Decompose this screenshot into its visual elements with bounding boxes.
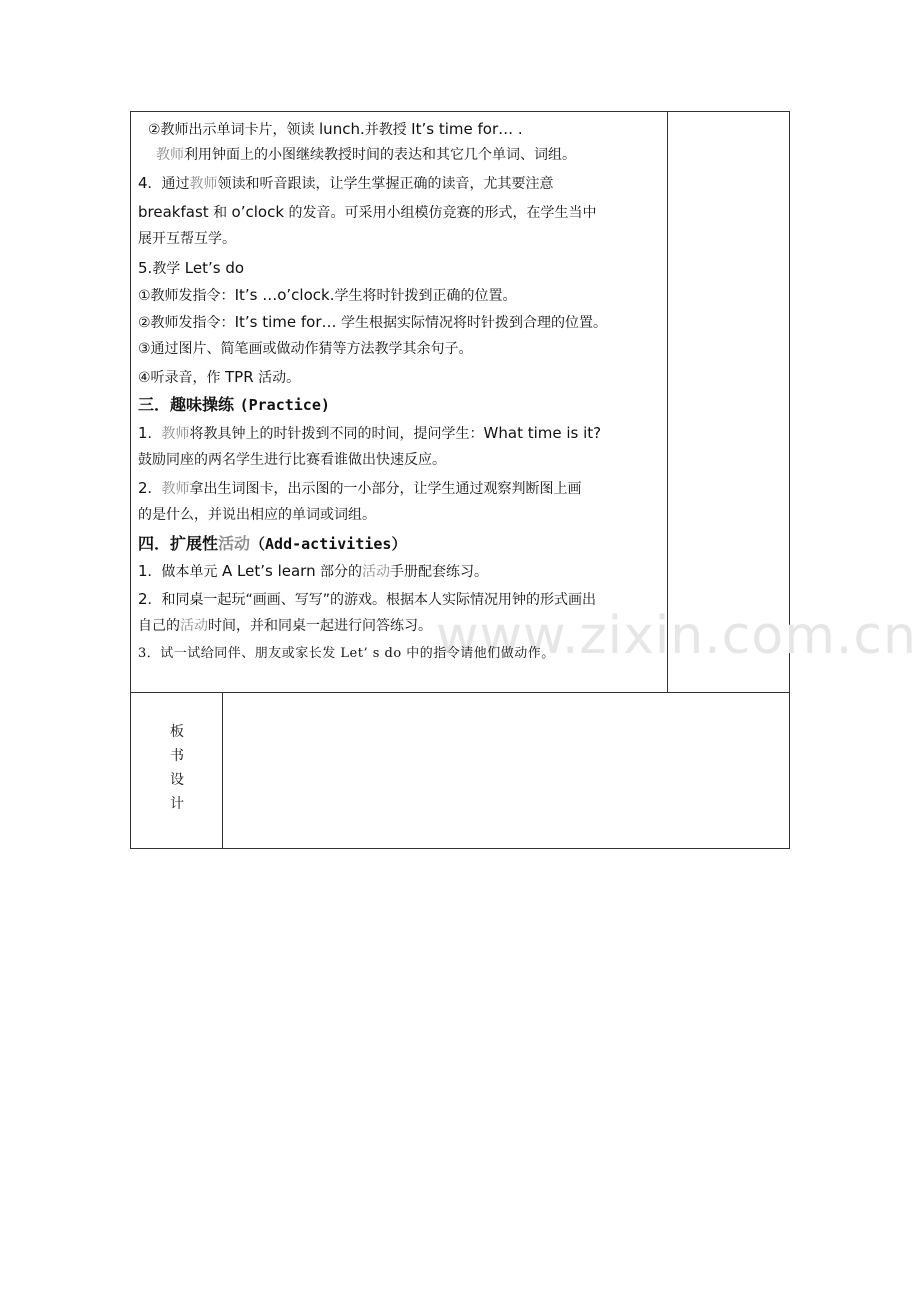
- section-heading-add-activities: 四．扩展性活动（Add-activities）: [138, 534, 407, 553]
- text-line: ③通过图片、简笔画或做动作猜等方法教学其余句子。: [138, 341, 473, 357]
- text-line: ④听录音，作 TPR 活动。: [138, 368, 301, 386]
- board-char: 计: [170, 796, 184, 812]
- text-line: breakfast 和 o’clock 的发音。可采用小组模仿竞赛的形式，在学生当中: [138, 203, 597, 221]
- text-line: 4．通过教师领读和听音跟读，让学生掌握正确的读音，尤其要注意: [138, 174, 554, 192]
- text-line: 鼓励同座的两名学生进行比赛看谁做出快速反应。: [138, 452, 446, 468]
- text-line: 自己的活动时间，并和同桌一起进行问答练习。: [138, 618, 432, 634]
- section-heading-practice: 三．趣味操练 (Practice): [138, 395, 330, 414]
- watermark: www.zixin.com.cn: [436, 606, 917, 666]
- board-char: 设: [170, 772, 184, 788]
- board-design-label: [131, 693, 223, 848]
- text-line: 5.教学 Let’s do: [138, 259, 245, 277]
- text-line: ②教师出示单词卡片，领读 lunch.并教授 It’s time for… .: [148, 120, 523, 138]
- board-char: 板: [170, 724, 184, 740]
- text-line: 教师利用钟面上的小图继续教授时间的表达和其它几个单词、词组。: [156, 147, 576, 163]
- row-divider: [130, 692, 790, 693]
- text-line: 3．试一试给同伴、朋友或家长发 Let’ s do 中的指令请他们做动作。: [138, 646, 555, 661]
- text-line: 1．做本单元 A Let’s learn 部分的活动手册配套练习。: [138, 562, 489, 580]
- text-line: 展开互帮互学。: [138, 231, 236, 247]
- text-line: 的是什么，并说出相应的单词或词组。: [138, 507, 376, 523]
- text-line: 2．教师拿出生词图卡，出示图的一小部分，让学生通过观察判断图上画: [138, 479, 582, 497]
- text-line: 1．教师将教具钟上的时针拨到不同的时间，提问学生：What time is it?: [138, 424, 602, 442]
- text-line: ①教师发指令：It’s …o’clock.学生将时针拨到正确的位置。: [138, 286, 517, 304]
- text-line: ②教师发指令：It’s time for… 学生根据实际情况将时针拨到合理的位置。: [138, 313, 607, 331]
- text-line: 2．和同桌一起玩“画画、写写”的游戏。根据本人实际情况用钟的形式画出: [138, 590, 597, 608]
- board-char: 书: [170, 748, 184, 764]
